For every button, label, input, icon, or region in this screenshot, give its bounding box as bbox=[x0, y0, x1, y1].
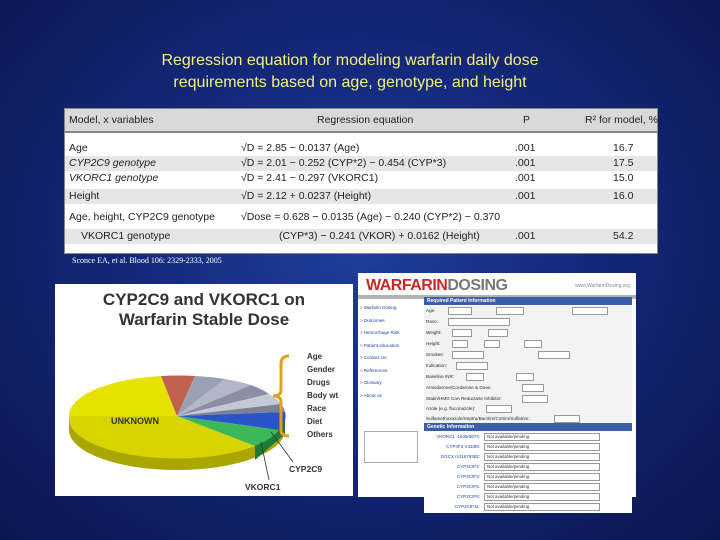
pie-title-line-1: CYP2C9 and VKORC1 on bbox=[102, 290, 306, 309]
row-equation: √D = 2.85 − 0.0137 (Age) bbox=[241, 142, 360, 154]
nav-item[interactable]: >Hemorrhage Risk bbox=[360, 330, 400, 335]
nav-item[interactable]: >Patient education bbox=[360, 342, 400, 348]
row-equation: √D = 2.12 + 0.0237 (Height) bbox=[241, 190, 372, 202]
table-row bbox=[65, 171, 657, 186]
genetic-select[interactable]: Not available/pending bbox=[484, 503, 600, 511]
nav-item[interactable]: >Glossary bbox=[360, 380, 382, 385]
form-label: Smokes: bbox=[426, 352, 444, 357]
header-p: P bbox=[523, 114, 531, 126]
bracket-label: Drugs bbox=[307, 378, 331, 387]
race-select[interactable] bbox=[448, 318, 510, 326]
nav-item[interactable]: >Contact Us bbox=[360, 355, 387, 360]
weight-kg-field[interactable] bbox=[488, 329, 508, 337]
statin-select[interactable] bbox=[522, 395, 548, 403]
slide-title-line-2: requirements based on age, genotype, and height bbox=[173, 74, 527, 91]
pie-chart-panel bbox=[55, 284, 353, 496]
amiodarone-field[interactable] bbox=[522, 384, 544, 392]
header-r2: R² for model, % bbox=[585, 114, 658, 126]
genetic-select[interactable]: Not available/pending bbox=[484, 433, 600, 441]
slide-title bbox=[80, 50, 620, 94]
genetic-label: CYP2C9*6: bbox=[456, 494, 480, 499]
table-row bbox=[65, 229, 657, 244]
label-unknown: UNKNOWN bbox=[111, 416, 159, 426]
table-header bbox=[65, 109, 657, 133]
genetic-label: CYP2C9*3: bbox=[456, 474, 480, 479]
site-main bbox=[424, 297, 632, 513]
row-equation: (CYP*3) − 0.241 (VKOR) + 0.0162 (Height) bbox=[279, 230, 480, 242]
row-p: .001 bbox=[515, 230, 536, 242]
form-label: Indication: bbox=[426, 363, 447, 368]
genetic-label: GGCX rs11676382: bbox=[440, 454, 480, 459]
genetic-label: CYP2C9*5: bbox=[456, 484, 480, 489]
nav-item[interactable]: >References bbox=[360, 367, 388, 373]
indication-select[interactable] bbox=[456, 362, 488, 370]
form-label: Race: bbox=[426, 319, 439, 324]
genetic-select[interactable]: Not available/pending bbox=[484, 473, 600, 481]
height-inches-field[interactable] bbox=[484, 340, 500, 348]
target-inr-field[interactable] bbox=[516, 373, 534, 381]
genetic-select[interactable]: Not available/pending bbox=[484, 443, 600, 451]
smokes-select[interactable] bbox=[452, 351, 484, 359]
label-cyp2c9: CYP2C9 bbox=[289, 464, 323, 474]
table-row bbox=[65, 141, 657, 156]
nav-item[interactable]: >Warfarin Dosing bbox=[360, 305, 397, 310]
patient-form bbox=[424, 305, 632, 423]
bracket-labels bbox=[307, 350, 338, 441]
form-label: Weight: bbox=[426, 330, 442, 335]
section-genetic: Genetic Information bbox=[424, 423, 632, 431]
azole-select[interactable] bbox=[486, 405, 512, 413]
sulfamethoxazole-select[interactable] bbox=[554, 415, 580, 423]
weight-field[interactable] bbox=[452, 329, 472, 337]
bracket-label: Others bbox=[307, 430, 333, 439]
row-model: Height bbox=[69, 190, 100, 202]
row-model: Age bbox=[69, 142, 88, 154]
form-label: Age: bbox=[426, 308, 436, 313]
bracket-label: Gender bbox=[307, 365, 336, 374]
liver-disease-select[interactable] bbox=[538, 351, 570, 359]
row-r2: 54.2 bbox=[613, 230, 634, 242]
genetic-label: CYP2C9*11: bbox=[454, 504, 480, 509]
row-model: VKORC1 genotype bbox=[69, 172, 159, 184]
ethnicity-select[interactable] bbox=[572, 307, 608, 315]
row-r2: 16.0 bbox=[613, 190, 634, 202]
logo-part-2: DOSING bbox=[447, 277, 508, 294]
row-p: .001 bbox=[515, 142, 536, 154]
logo-part-1: WARFARIN bbox=[366, 277, 448, 294]
form-label: Baseline INR: bbox=[426, 374, 455, 379]
table-row bbox=[65, 210, 657, 225]
table-row bbox=[65, 156, 657, 171]
sex-select[interactable] bbox=[496, 307, 524, 315]
bracket-label: Age bbox=[307, 352, 323, 361]
height-feet-field[interactable] bbox=[452, 340, 468, 348]
genetic-label: VKORC1 -1639/3673: bbox=[436, 434, 480, 439]
slide-title-line-1: Regression equation for modeling warfarin daily dose bbox=[161, 52, 539, 69]
row-model: VKORC1 genotype bbox=[81, 230, 171, 242]
section-required: Required Patient Information bbox=[424, 297, 632, 305]
genetic-select[interactable]: Not available/pending bbox=[484, 453, 600, 461]
row-r2: 15.0 bbox=[613, 172, 634, 184]
genetic-label: CYP2C9*2: bbox=[456, 464, 480, 469]
warfarin-dosing-screenshot bbox=[358, 273, 636, 509]
pie-slice-unknown-top bbox=[69, 376, 177, 416]
header-equation: Regression equation bbox=[317, 114, 414, 126]
row-equation: √D = 2.41 − 0.297 (VKORC1) bbox=[241, 172, 379, 184]
bracket-label: Body wt bbox=[307, 391, 339, 400]
label-vkorc1: VKORC1 bbox=[245, 482, 281, 492]
height-cm-field[interactable] bbox=[524, 340, 542, 348]
table-row bbox=[65, 189, 657, 204]
form-label: Height: bbox=[426, 341, 441, 346]
row-model: Age, height, CYP2C9 genotype bbox=[69, 211, 215, 223]
genetic-select[interactable]: Not available/pending bbox=[484, 483, 600, 491]
form-label: Sulfamethoxazole/Septra/Bactrim/Cotrim/Sulfatrim: bbox=[426, 416, 530, 421]
nav-item[interactable]: >About us bbox=[360, 392, 382, 398]
age-field[interactable] bbox=[448, 307, 472, 315]
site-nav bbox=[360, 305, 422, 405]
genetic-select[interactable]: Not available/pending bbox=[484, 493, 600, 501]
baseline-inr-field[interactable] bbox=[466, 373, 484, 381]
citation: Sconce EA, et al. Blood 106: 2329-2333, 2005 bbox=[72, 256, 222, 265]
bracket-label: Diet bbox=[307, 417, 323, 426]
genetic-label: CYP4F2 V433M: bbox=[446, 444, 480, 449]
bracket-label: Race bbox=[307, 404, 327, 413]
row-equation: √Dose = 0.628 − 0.0135 (Age) − 0.240 (CYP*2) − 0.370 bbox=[241, 211, 501, 223]
regression-table bbox=[64, 108, 658, 254]
row-p: .001 bbox=[515, 172, 536, 184]
row-r2: 16.7 bbox=[613, 142, 634, 154]
header-model: Model, x variables bbox=[69, 114, 154, 126]
genetic-form bbox=[424, 431, 632, 513]
site-url: www.WarfarinDosing.org bbox=[575, 283, 630, 289]
nav-item[interactable]: >Outcomes bbox=[360, 317, 385, 323]
row-r2: 17.5 bbox=[613, 157, 634, 169]
row-p: .001 bbox=[515, 157, 536, 169]
form-label: Amiodarone/Cordarone & Dose: bbox=[426, 385, 492, 390]
pie-title-line-2: Warfarin Stable Dose bbox=[118, 310, 290, 329]
warfarin-dosing-logo bbox=[366, 277, 507, 295]
sidebar-box bbox=[364, 431, 418, 463]
row-equation: √D = 2.01 − 0.252 (CYP*2) − 0.454 (CYP*3) bbox=[241, 157, 447, 169]
genetic-select[interactable]: Not available/pending bbox=[484, 463, 600, 471]
row-model: CYP2C9 genotype bbox=[69, 157, 156, 169]
form-label: Statin/HMG CoA Reductase Inhibitor: bbox=[426, 396, 502, 401]
row-p: .001 bbox=[515, 190, 536, 202]
form-label: Azole (e.g. fluconazole): bbox=[426, 406, 476, 411]
